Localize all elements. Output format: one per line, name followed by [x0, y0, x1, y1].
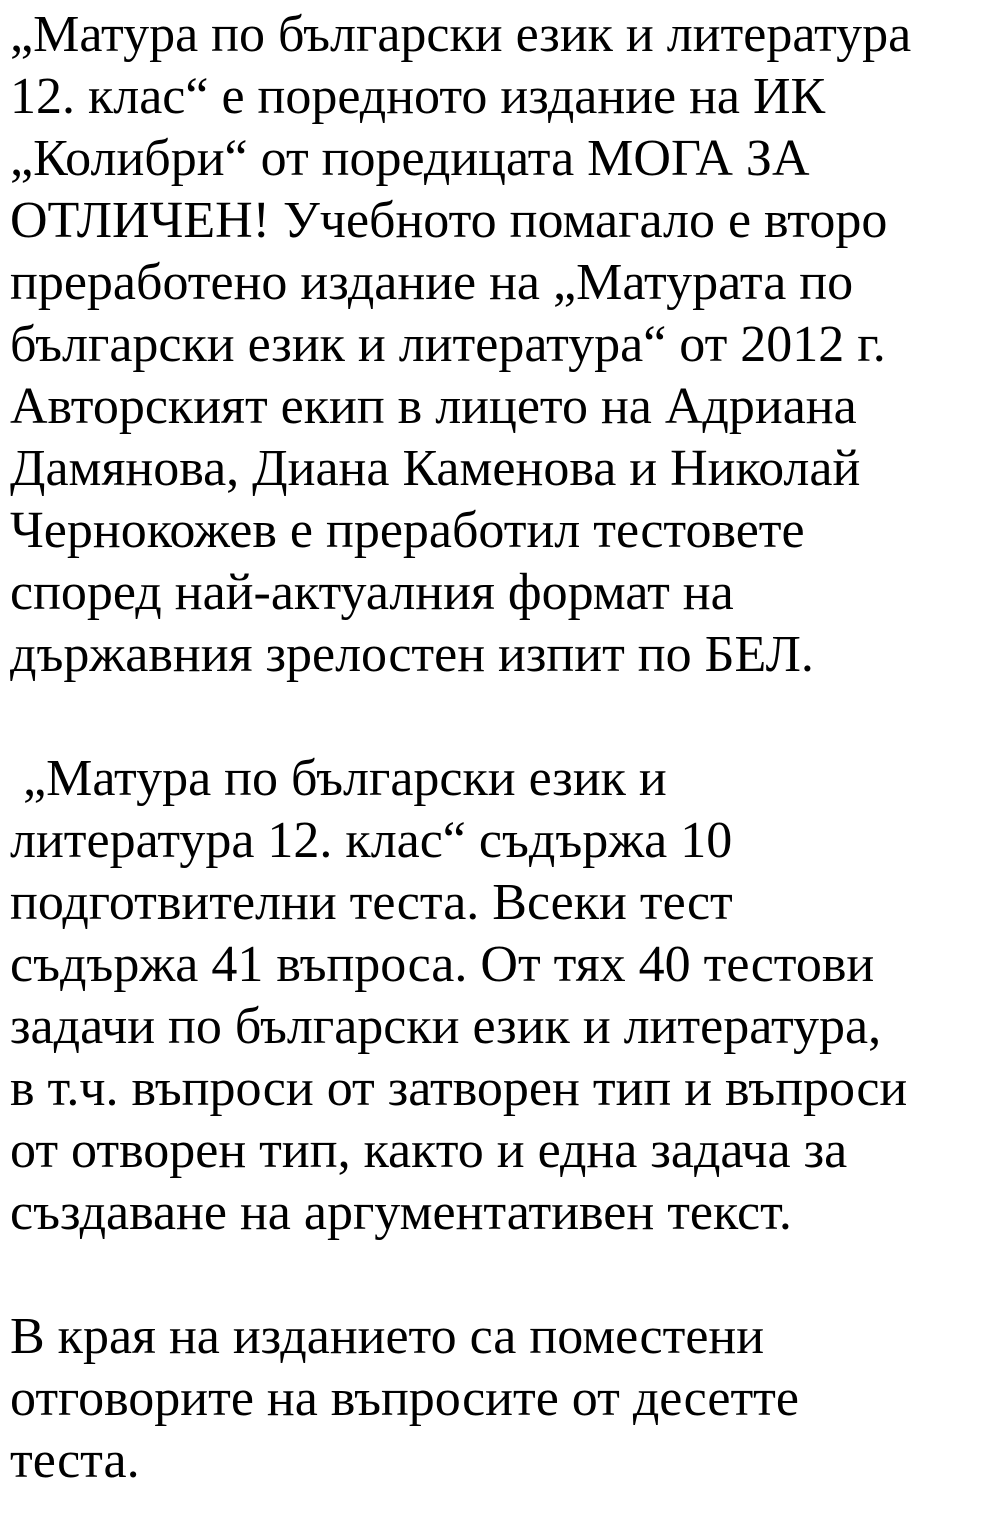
text-line: задачи по български език и литература,: [10, 998, 882, 1055]
text-line: „Колибри“ от поредицата МОГА ЗА: [10, 130, 810, 187]
paragraph-contents: [10, 748, 988, 1244]
text-line: в т.ч. въпроси от затворен тип и въпроси: [10, 1060, 908, 1117]
text-line: теста.: [10, 1432, 140, 1489]
text-line: създаване на аргументативен текст.: [10, 1184, 792, 1241]
text-line: 12. клас“ е поредното издание на ИК: [10, 68, 826, 125]
text-line: литература 12. клас“ съдържа 10: [10, 812, 733, 869]
text-line: съдържа 41 въпроса. От тях 40 тестови: [10, 936, 875, 993]
text-line: от отворен тип, както и една задача за: [10, 1122, 848, 1179]
text-line: Дамянова, Диана Каменова и Николай: [10, 440, 861, 497]
text-line: подготвителни теста. Всеки тест: [10, 874, 733, 931]
text-line: Авторският екип в лицето на Адриана: [10, 378, 857, 435]
text-line: В края на изданието са поместени: [10, 1308, 765, 1365]
paragraph-intro: [10, 0, 988, 686]
text-line: преработено издание на „Матурата по: [10, 254, 854, 311]
text-line: държавния зрелостен изпит по БЕЛ.: [10, 626, 814, 683]
text-line: ОТЛИЧЕН! Учебното помагало е второ: [10, 192, 888, 249]
text-line: според най-актуалния формат на: [10, 564, 734, 621]
paragraph-answers: [10, 1306, 988, 1492]
text-line: отговорите на въпросите от десетте: [10, 1370, 799, 1427]
text-line: „Матура по български език и литература: [10, 6, 912, 63]
text-line: Чернокожев е преработил тестовете: [10, 502, 805, 559]
text-line: „Матура по български език и: [10, 750, 667, 807]
text-line: български език и литература“ от 2012 г.: [10, 316, 886, 373]
